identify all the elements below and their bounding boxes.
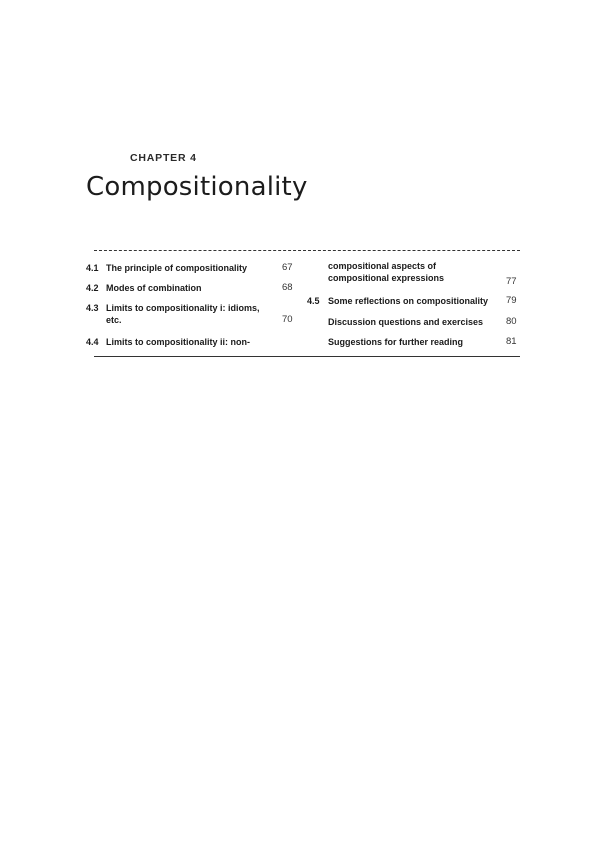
table-of-contents (86, 250, 516, 357)
page-number: 70 (282, 314, 293, 325)
section-title-line2: compositional expressions (328, 273, 445, 283)
section-number: 4.2 (86, 283, 99, 293)
page-number: 68 (282, 282, 293, 293)
toc-bottom-rule (94, 356, 520, 357)
section-title: Suggestions for further reading (328, 337, 464, 347)
section-title: Limits to compositionality ii: non- (106, 337, 250, 347)
page-number: 80 (506, 316, 517, 327)
section-number: 4.5 (307, 296, 320, 306)
section-title-line1: Limits to compositionality i: idioms, (106, 303, 260, 313)
page-number: 77 (506, 276, 517, 287)
toc-top-rule (94, 250, 520, 251)
section-title: The principle of compositionality (106, 263, 248, 273)
page-number: 67 (282, 262, 293, 273)
section-title-line2: etc. (106, 315, 122, 325)
section-title: Modes of combination (106, 283, 202, 293)
section-number: 4.4 (86, 337, 99, 347)
section-number: 4.1 (86, 263, 99, 273)
section-title: Some reflections on compositionality (328, 296, 489, 306)
section-title-line1: compositional aspects of (328, 261, 437, 271)
section-number: 4.3 (86, 303, 99, 313)
chapter-title: Compositionality (86, 172, 308, 202)
page-number: 81 (506, 336, 517, 347)
chapter-label: CHAPTER 4 (130, 152, 197, 164)
page-number: 79 (506, 295, 517, 306)
section-title: Discussion questions and exercises (328, 317, 484, 327)
